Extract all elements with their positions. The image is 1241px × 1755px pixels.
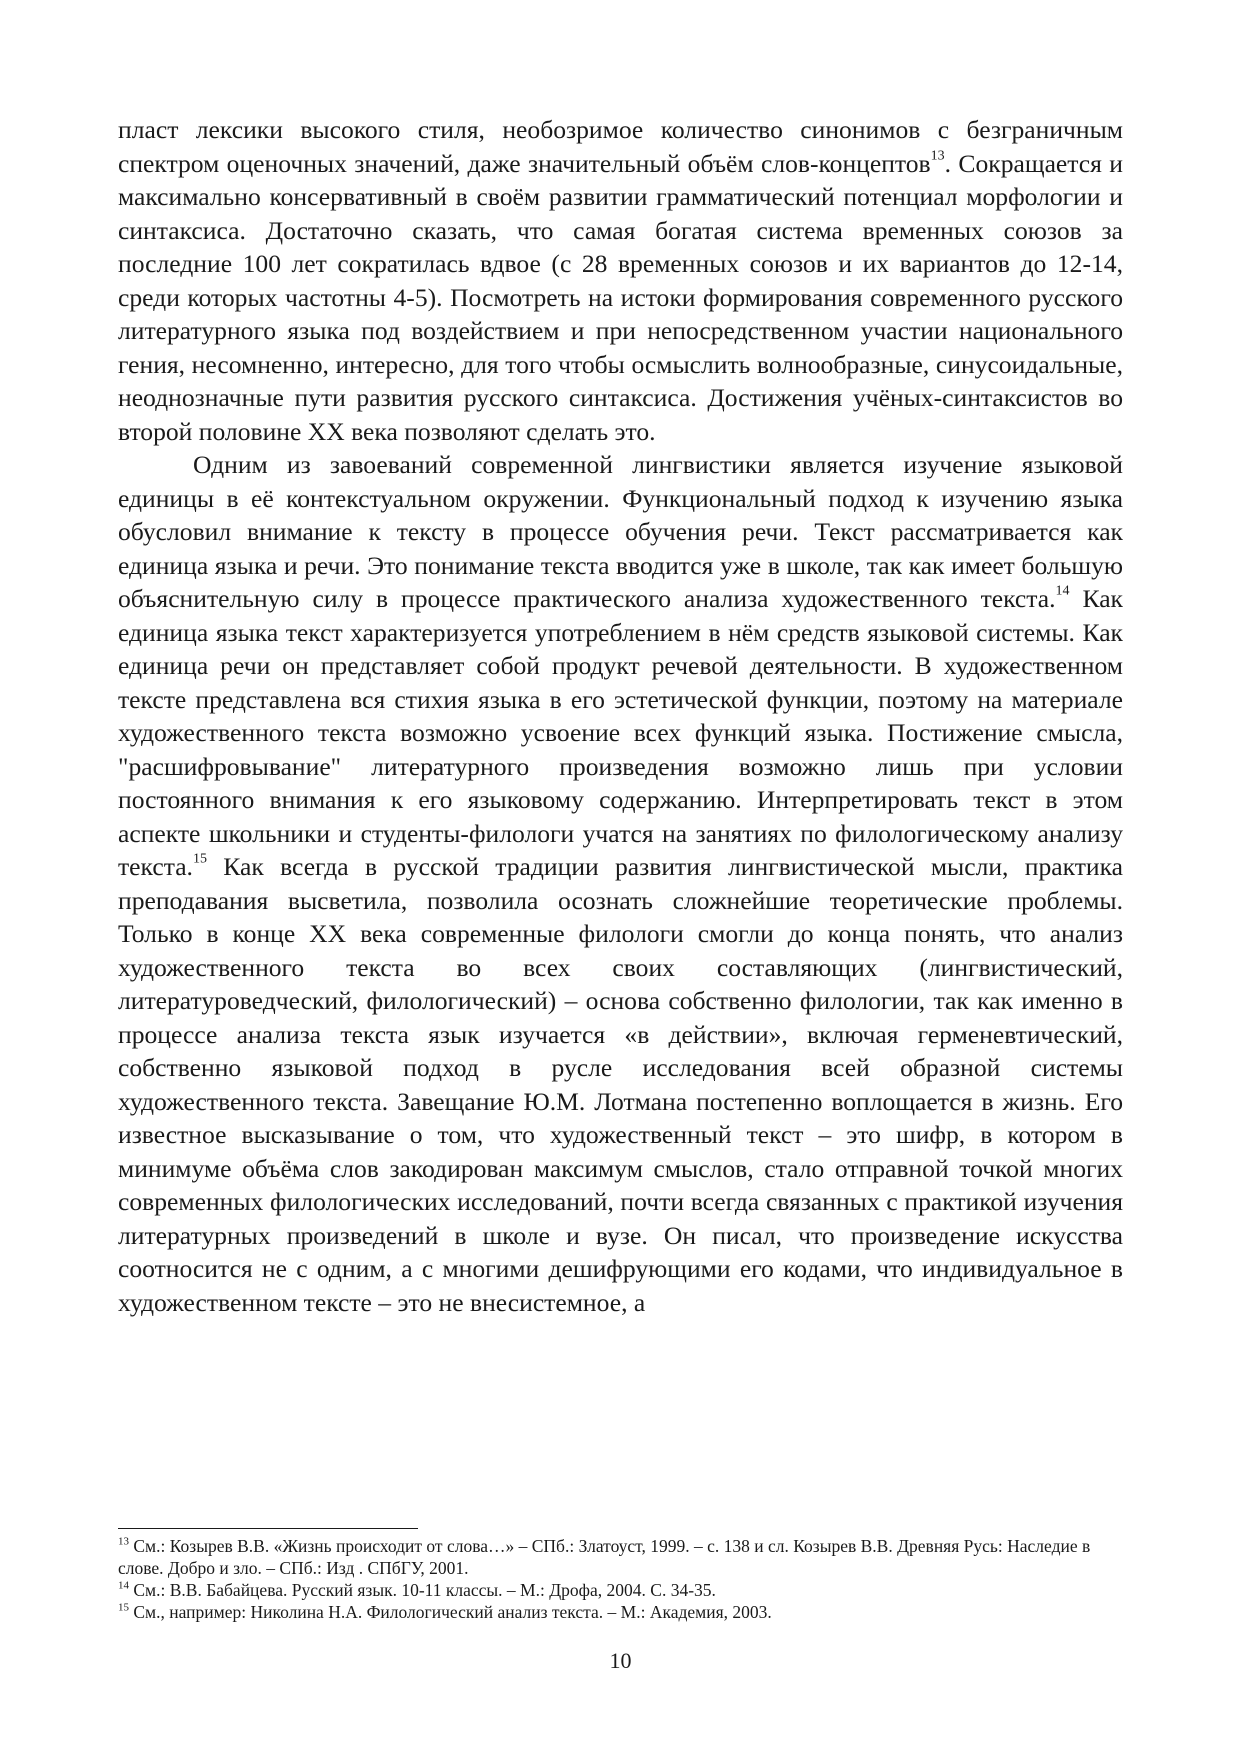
footnote-text: См., например: Николина Н.А. Филологический анализ текста. – М.: Академия, 2003. [129,1602,772,1622]
paragraph-2 [118,448,1123,1319]
footnote-number: 15 [118,1601,129,1614]
paragraph-1-text-b: . Сокращается и максимально консервативный в своём развитии грамматический потенциал морфологии и синтаксиса. Достаточно сказать, что самая богатая система временных союзов за последние 100 лет сократилась вдвое (с 28 временных союзов и их вариантов до 12-14, среди которых частотны 4-5). Посмотреть на истоки формирования современного русского литературного языка под воздействием и при непосредственном участии национального гения, несомненно, интересно, для того чтобы осмыслить волнообразные, синусоидальные, неоднозначные пути развития русского синтаксиса. Достижения учёных-синтаксистов во второй половине XX века позволяют сделать это. [118,148,1123,446]
footnote-separator [118,1528,418,1529]
footnote-ref-13[interactable]: 13 [930,147,945,163]
footnote-15 [118,1601,1123,1623]
footnote-number: 14 [118,1579,129,1592]
footnote-ref-15[interactable]: 15 [192,851,207,867]
paragraph-2-text-b: Как единица языка текст характеризуется употреблением в нём средств языковой системы. Как единица речи он представляет собой продукт речевой деятельности. В художественном тексте представлена вся стихия языка в его эстетической функции, поэтому на материале художественного текста возможно усвоение всех функций языка. Постижение смысла, "расшифровывание" литературного произведения возможно лишь при условии постоянного внимания к его языковому содержанию. Интерпретировать текст в этом аспекте школьники и студенты-филологи учатся на занятиях по филологическому анализу текста. [118,584,1123,881]
page-body [118,113,1123,1319]
paragraph-2-text-c: Как всегда в русской традиции развития лингвистической мысли, практика преподавания высветила, позволила осознать сложнейшие теоретические проблемы. Только в конце XX века современные филологи смогли до конца понять, что анализ художественного текста во всех своих составляющих (лингвистический, литературоведческий, филологический) – основа собственно филологии, так как именно в процессе анализа текста язык изучается «в действии», включая герменевтический, собственно языковой подход в русле исследования всей образной системы художественного текста. Завещание Ю.М. Лотмана постепенно воплощается в жизнь. Его известное высказывание о том, что художественный текст – это шифр, в котором в минимуме объёма слов закодирован максимум смыслов, стало отправной точкой многих современных филологических исследований, почти всегда связанных с практикой изучения литературных произведений в школе и вузе. Он писал, что произведение искусства соотносится не с одним, а с многими дешифрующими его кодами, что индивидуальное в художественном тексте – это не внесистемное, а [118,852,1123,1317]
footnote-text: См.: Козырев В.В. «Жизнь происходит от слова…» – СПб.: Златоуст, 1999. – с. 138 и сл. Козырев В.В. Древняя Русь: Наследие в слове. Добро и зло. – СПб.: Изд . СПбГУ, 2001. [118,1536,1091,1578]
page-number: 10 [609,1648,632,1673]
paragraph-1 [118,113,1123,448]
footnote-14 [118,1579,1123,1601]
footnote-text: См.: В.В. Бабайцева. Русский язык. 10-11 классы. – М.: Дрофа, 2004. С. 34-35. [129,1580,716,1600]
paragraph-2-text-a: Одним из завоеваний современной лингвистики является изучение языковой единицы в её контекстуальном окружении. Функциональный подход к изучению языка обусловил внимание к тексту в процессе обучения речи. Текст рассматривается как единица языка и речи. Это понимание текста вводится уже в школе, так как имеет большую объяснительную силу в процессе практического анализа художественного текста. [118,450,1123,613]
footnote-ref-14[interactable]: 14 [1055,583,1070,599]
footnotes-section [118,1528,1123,1623]
paragraph-1-text-a: пласт лексики высокого стиля, необозримое количество синонимов с безграничным спектром оценочных значений, даже значительный объём слов-концептов [118,115,1123,178]
footnote-number: 13 [118,1535,129,1548]
footnote-13 [118,1535,1123,1579]
